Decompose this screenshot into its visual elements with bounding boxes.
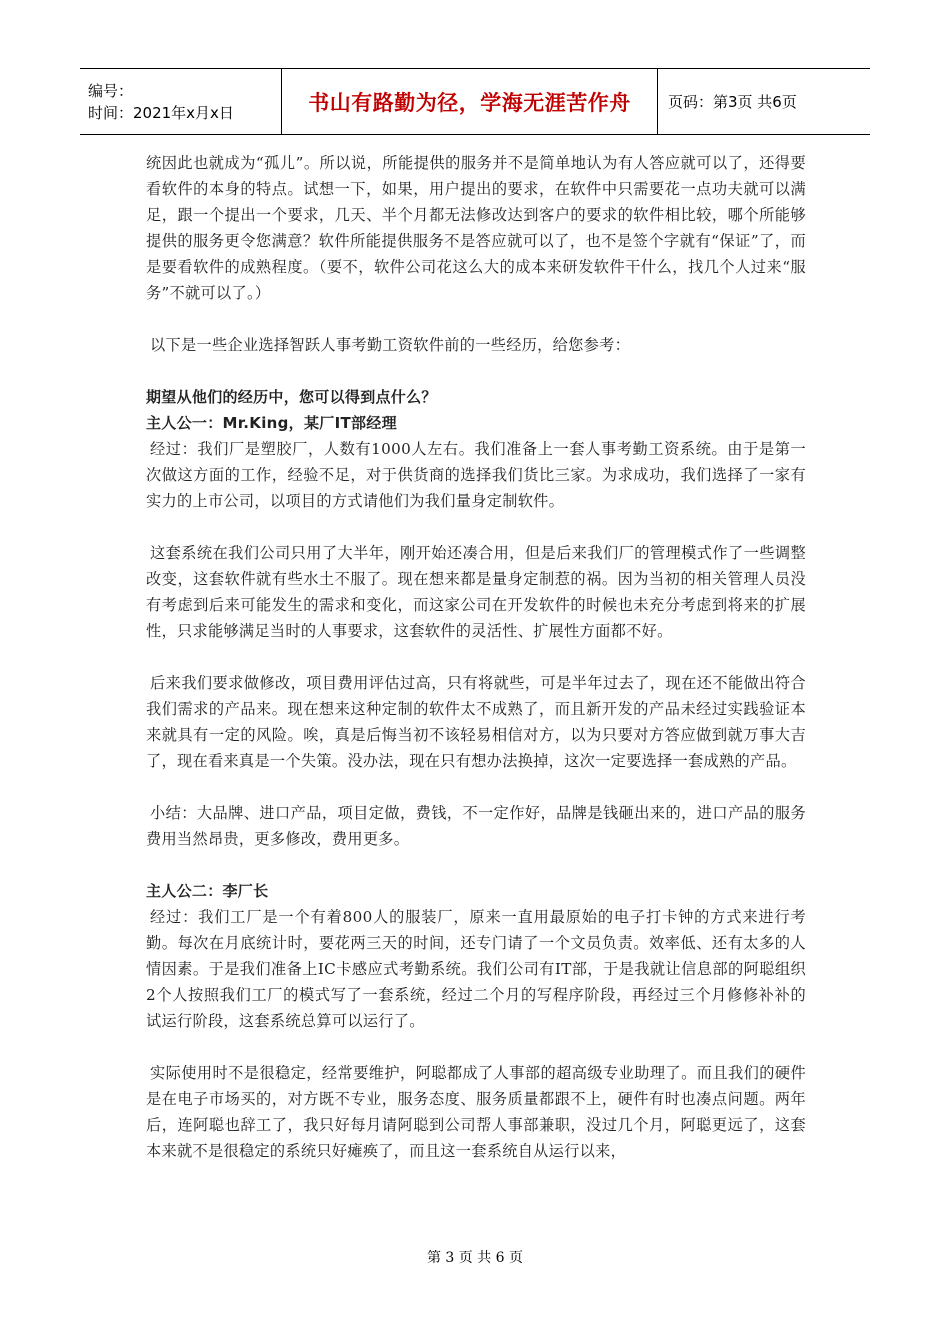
paragraph: 经过：我们厂是塑胶厂，人数有1000人左右。我们准备上一套人事考勤工资系统。由于是第一次做这方面的工作，经验不足，对于供货商的选择我们货比三家。为求成功，我们选择了一家有实力的上市公司，以项目的方式请他们为我们量身定制软件。 [146,440,806,510]
paragraph: 经过：我们工厂是一个有着800人的服装厂，原来一直用最原始的电子打卡钟的方式来进行考勤。每次在月底统计时，要花两三天的时间，还专门请了一个文员负责。效率低、还有太多的人情因素。于是我们准备上IC卡感应式考勤系统。我们公司有IT部，于是我就让信息部的阿聪组织2个人按照我们工厂的模式写了一套系统，经过二个月的写程序阶段，再经过三个月修修补补的试运行阶段，这套系统总算可以运行了。 [146,908,806,1030]
paragraph: 以下是一些企业选择智跃人事考勤工资软件前的一些经历，给您参考： [150,336,631,354]
paragraph: 后来我们要求做修改，项目费用评估过高，只有将就些，可是半年过去了，现在还不能做出符合我们需求的产品来。现在想来这种定制的软件太不成熟了，而且新开发的产品未经过实践验证本来就具有一定的风险。唉，真是后悔当初不该轻易相信对方，以为只要对方答应做到就万事大吉了，现在看来真是一个失策。没办法，现在只有想办法换掉，这次一定要选择一套成熟的产品。 [146,674,806,770]
header-page-info: 页码：第3页 共6页 [668,93,797,111]
header-motto: 书山有路勤为径，学海无涯苦作舟 [282,69,658,134]
header-meta [80,69,282,134]
summary-paragraph: 小结：大品牌、进口产品，项目定做，费钱，不一定作好，品牌是钱砸出来的，进口产品的服务费用当然昂贵，更多修改，费用更多。 [146,804,806,848]
number-label: 编号： [88,81,134,100]
section-heading: 主人公一：Mr.King，某厂IT部经理 [146,414,397,432]
document-body [146,150,806,1164]
paragraph: 这套系统在我们公司只用了大半年，刚开始还凑合用，但是后来我们厂的管理模式作了一些调整改变，这套软件就有些水土不服了。现在想来都是量身定制惹的祸。因为当初的相关管理人员没有考虑到后来可能发生的需求和变化，而这家公司在开发软件的时候也未充分考虑到将来的扩展性，只求能够满足当时的人事要求，这套软件的灵活性、扩展性方面都不好。 [146,544,806,640]
paragraph: 实际使用时不是很稳定，经常要维护，阿聪都成了人事部的超高级专业助理了。而且我们的硬件是在电子市场买的，对方既不专业，服务态度、服务质量都跟不上，硬件有时也凑点问题。两年后，连阿聪也辞工了，我只好每月请阿聪到公司帮人事部兼职，没过几个月，阿聪更远了，这套本来就不是很稳定的系统只好瘫痪了，而且这一套系统自从运行以来， [146,1064,806,1160]
page-footer: 第 3 页 共 6 页 [426,1250,524,1266]
section-heading: 主人公二：李厂长 [146,882,269,900]
section-heading: 期望从他们的经历中，您可以得到点什么？ [146,388,437,406]
paragraph: 统因此也就成为“孤儿”。所以说，所能提供的服务并不是简单地认为有人答应就可以了，还得要看软件的本身的特点。试想一下，如果，用户提出的要求，在软件中只需要花一点功夫就可以满足，跟一个提出一个要求，几天、半个月都无法修改达到客户的要求的软件相比较，哪个所能够提供的服务更令您满意？软件所能提供服务不是答应就可以了，也不是签个字就有“保证”了，而是要看软件的成熟程度。（要不，软件公司花这么大的成本来研发软件干什么，找几个人过来“服务”不就可以了。） [146,154,806,302]
time-label: 时间：2021年x月x日 [88,103,234,122]
page-header [80,68,870,135]
